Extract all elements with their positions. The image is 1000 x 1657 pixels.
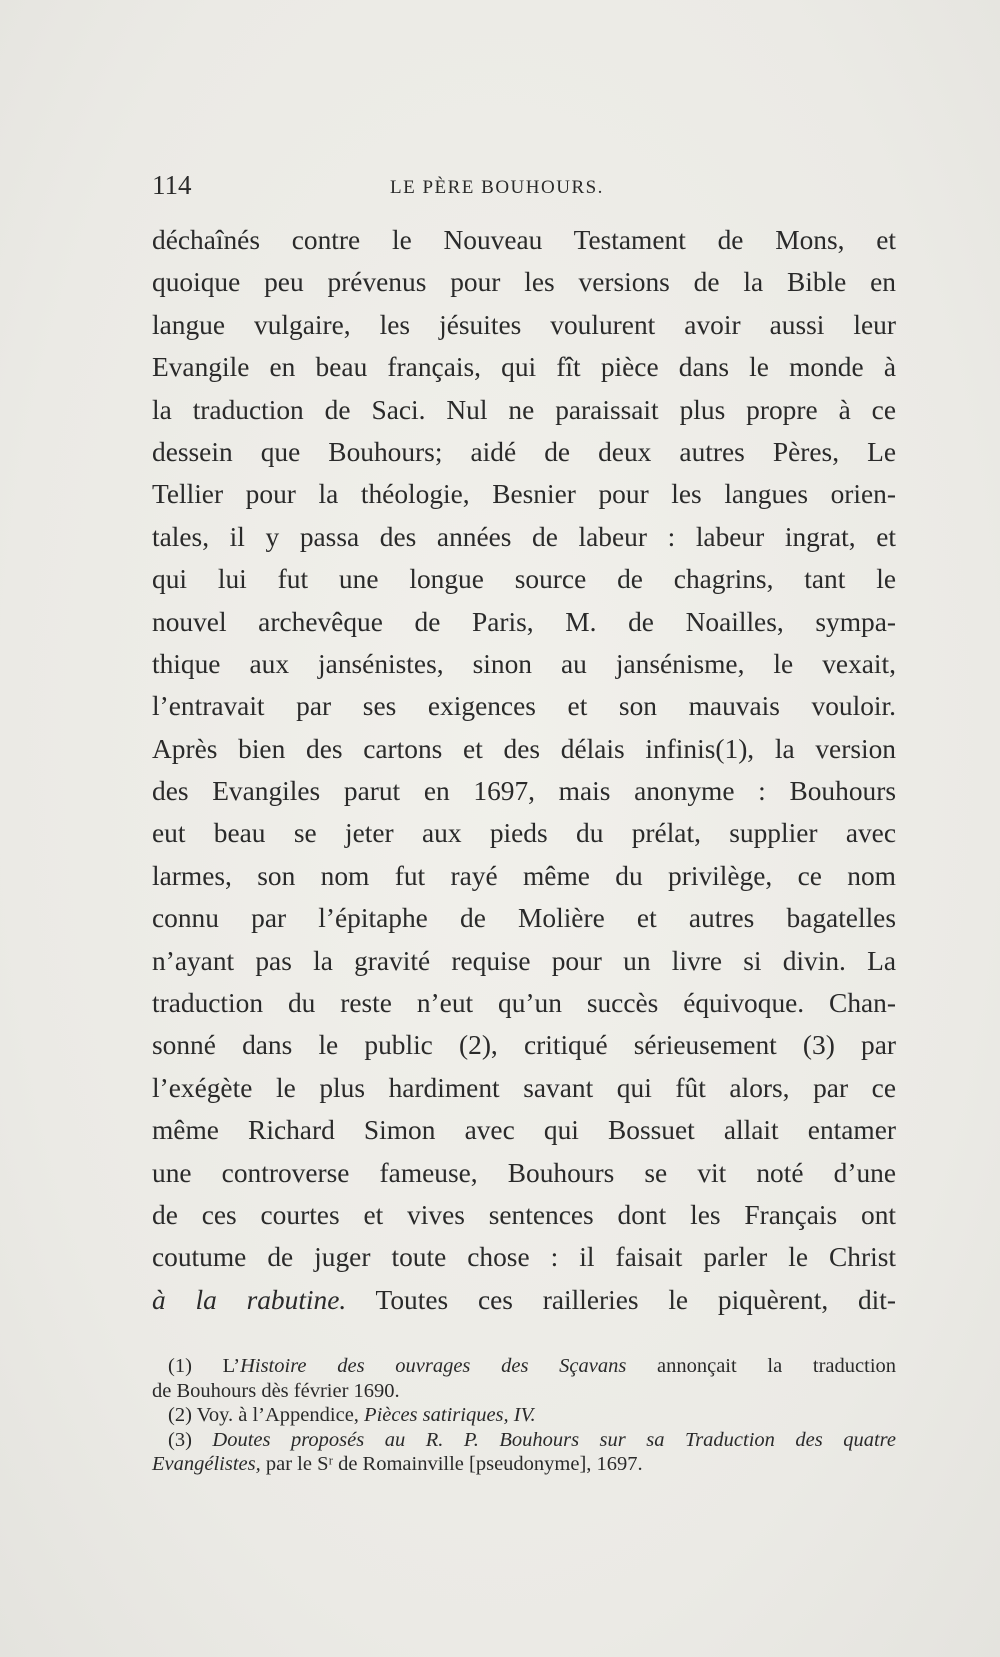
- text-line: l’entravait par ses exigences et son mauvais vouloir.: [152, 691, 896, 722]
- page-header: [152, 170, 896, 210]
- footnote-italic: Evangélistes,: [152, 1453, 261, 1475]
- text-line: de ces courtes et vives sentences dont les Français ont: [152, 1199, 896, 1230]
- text-line: dessein que Bouhours; aidé de deux autres Pères, Le: [152, 436, 896, 467]
- text-line: n’ayant pas la gravité requise pour un livre si divin. La: [152, 945, 896, 976]
- text-line: eut beau se jeter aux pieds du prélat, supplier avec: [152, 818, 896, 849]
- footnote-number: (2): [168, 1404, 197, 1426]
- footnote-italic: Histoire des ouvrages des Sçavans: [240, 1355, 627, 1377]
- text-line: tales, il y passa des années de labeur : labeur ingrat, et: [152, 521, 896, 552]
- text-line: connu par l’épitaphe de Molière et autres bagatelles: [152, 903, 896, 934]
- footnote-1: [152, 1354, 896, 1379]
- body-text: [152, 219, 896, 1321]
- text-line: thique aux jansénistes, sinon au jansénisme, le vexait,: [152, 648, 896, 679]
- footnote-3-continued: [152, 1452, 896, 1477]
- text-line: langue vulgaire, les jésuites voulurent avoir aussi leur: [152, 309, 896, 340]
- text-line: une controverse fameuse, Bouhours se vit noté d’une: [152, 1157, 896, 1188]
- footnote-2: [152, 1403, 896, 1428]
- text-line: qui lui fut une longue source de chagrins, tant le: [152, 564, 896, 595]
- running-title: LE PÈRE BOUHOURS.: [390, 177, 604, 198]
- footnote-number: (1): [168, 1355, 223, 1377]
- text-fragment: Toutes ces railleries le piquèrent, dit-: [346, 1284, 896, 1315]
- text-line: Evangile en beau français, qui fît pièce dans le monde à: [152, 352, 896, 383]
- text-line: l’exégète le plus hardiment savant qui fût alors, par ce: [152, 1072, 896, 1103]
- text-line: larmes, son nom fut rayé même du privilège, ce nom: [152, 860, 896, 891]
- text-line-last: [152, 1279, 896, 1321]
- footnote-text: Voy. à l’Appendice,: [196, 1404, 365, 1426]
- text-line: la traduction de Saci. Nul ne paraissait plus propre à ce: [152, 394, 896, 425]
- text-line: Tellier pour la théologie, Besnier pour les langues orien-: [152, 479, 896, 510]
- text-line: nouvel archevêque de Paris, M. de Noailles, sympa-: [152, 606, 896, 637]
- text-line: sonné dans le public (2), critiqué sérieusement (3) par: [152, 1030, 896, 1061]
- footnote-italic: Doutes proposés au R. P. Bouhours sur sa Traduction des quatre: [212, 1428, 896, 1451]
- footnote-1-continued: de Bouhours dès février 1690.: [152, 1379, 400, 1402]
- text-line: des Evangiles parut en 1697, mais anonyme : Bouhours: [152, 776, 896, 807]
- text-line: Après bien des cartons et des délais infinis(1), la version: [152, 733, 896, 764]
- footnote-3: [152, 1428, 896, 1453]
- page-number: 114: [152, 170, 192, 200]
- text-line: même Richard Simon avec qui Bossuet allait entamer: [152, 1115, 896, 1146]
- text-line: quoique peu prévenus pour les versions de la Bible en: [152, 267, 896, 298]
- footnote-text: annonçait la traduction: [626, 1355, 897, 1377]
- footnote-number: (3): [168, 1428, 213, 1451]
- footnotes: [152, 1354, 896, 1477]
- text-line: traduction du reste n’eut qu’un succès équivoque. Chan-: [152, 988, 896, 1019]
- footnote-italic: Pièces satiriques, IV.: [364, 1404, 536, 1426]
- italic-phrase: à la rabutine.: [152, 1284, 347, 1315]
- footnote-text: par le Sʳ de Romainville [pseudonyme], 1697.: [260, 1453, 643, 1475]
- text-line: déchaînés contre le Nouveau Testament de Mons, et: [152, 225, 896, 255]
- footnote-text: L’: [222, 1355, 241, 1377]
- text-line: coutume de juger toute chose : il faisait parler le Christ: [152, 1242, 896, 1273]
